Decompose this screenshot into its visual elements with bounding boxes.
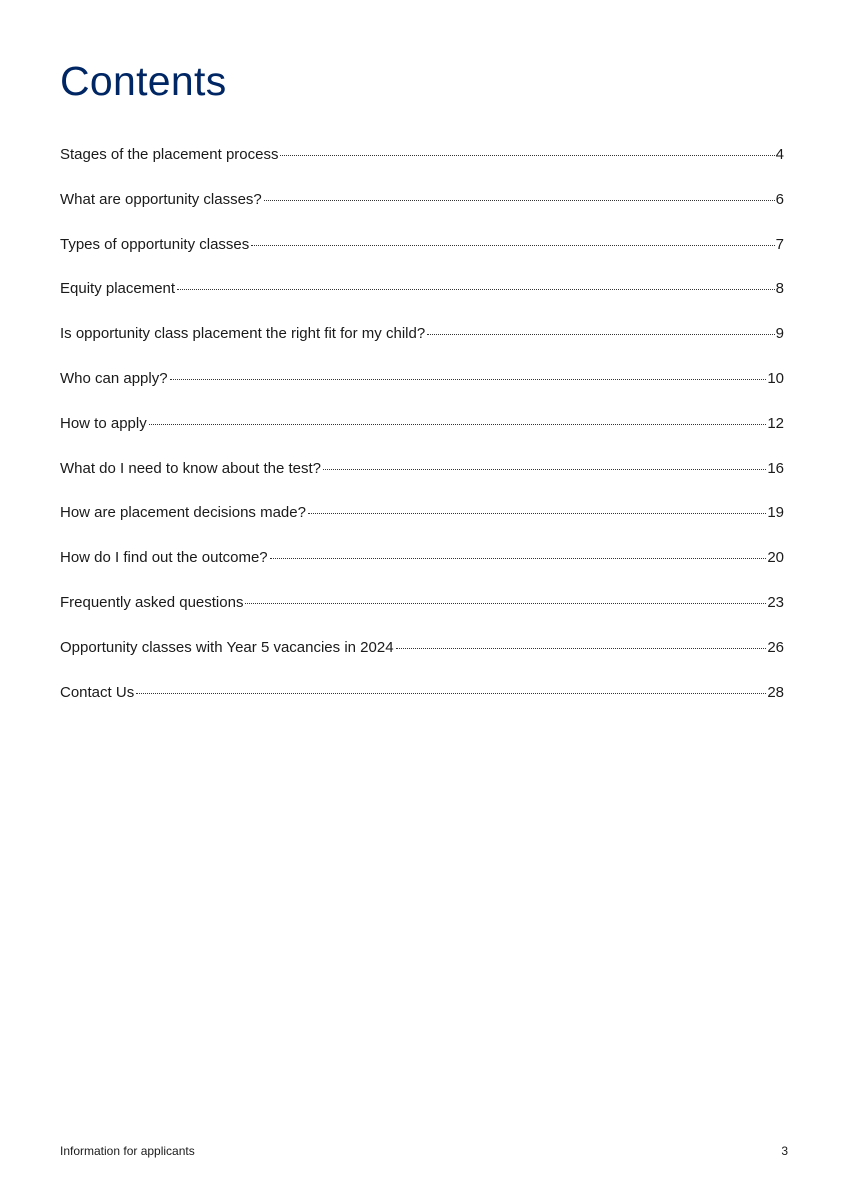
toc-entry[interactable] bbox=[60, 312, 784, 357]
toc-entry[interactable] bbox=[60, 671, 784, 716]
toc-entry[interactable] bbox=[60, 133, 784, 178]
toc-entry[interactable] bbox=[60, 491, 784, 536]
toc-entry-page: 26 bbox=[767, 638, 784, 656]
toc-entry-label: What are opportunity classes? bbox=[60, 190, 262, 208]
toc-entry-page: 16 bbox=[767, 459, 784, 477]
page-footer bbox=[60, 1144, 788, 1158]
footer-document-name: Information for applicants bbox=[60, 1144, 195, 1158]
toc-entry-page: 28 bbox=[767, 683, 784, 701]
toc-entry[interactable] bbox=[60, 357, 784, 402]
toc-entry-label: How do I find out the outcome? bbox=[60, 549, 268, 567]
toc-entry[interactable] bbox=[60, 626, 784, 671]
toc-entry-page: 8 bbox=[775, 280, 784, 298]
toc-dot-leader bbox=[245, 602, 766, 604]
toc-entry-label: How to apply bbox=[60, 414, 147, 432]
toc-entry-page: 23 bbox=[767, 593, 784, 611]
toc-entry-page: 4 bbox=[775, 146, 784, 163]
toc-dot-leader bbox=[427, 333, 774, 335]
toc-entry-label: How are placement decisions made? bbox=[60, 504, 306, 522]
toc-dot-leader bbox=[149, 423, 767, 425]
page-title: Contents bbox=[60, 58, 227, 104]
toc-entry-label: What do I need to know about the test? bbox=[60, 459, 322, 477]
toc-entry-page: 19 bbox=[767, 504, 784, 522]
toc-dot-leader bbox=[280, 154, 774, 156]
toc-dot-leader bbox=[323, 468, 766, 470]
toc-dot-leader bbox=[308, 512, 766, 514]
toc-entry-label: Is opportunity class placement the right fit for my child? bbox=[60, 325, 426, 343]
footer-page-number: 3 bbox=[781, 1144, 788, 1158]
toc-entry-label: Types of opportunity classes bbox=[60, 235, 250, 253]
toc-dot-leader bbox=[136, 692, 766, 694]
toc-dot-leader bbox=[177, 288, 775, 290]
toc-dot-leader bbox=[170, 378, 767, 380]
toc-dot-leader bbox=[264, 199, 775, 201]
toc-entry-page: 12 bbox=[767, 414, 784, 432]
toc-entry-label: Equity placement bbox=[60, 280, 176, 298]
toc-entry-label: Stages of the placement process bbox=[60, 146, 279, 163]
toc-entry-page: 20 bbox=[767, 549, 784, 567]
toc-entry-label: Contact Us bbox=[60, 683, 135, 701]
toc-dot-leader bbox=[396, 647, 767, 649]
toc-entry-label: Opportunity classes with Year 5 vacancies in 2024 bbox=[60, 638, 394, 656]
toc-entry[interactable] bbox=[60, 402, 784, 447]
toc-dot-leader bbox=[270, 557, 767, 559]
toc-entry-page: 9 bbox=[775, 325, 784, 343]
toc-entry[interactable] bbox=[60, 178, 784, 223]
toc-entry[interactable] bbox=[60, 536, 784, 581]
toc-entry[interactable] bbox=[60, 581, 784, 626]
toc-entry-page: 7 bbox=[775, 235, 784, 253]
toc-entry-page: 10 bbox=[767, 369, 784, 387]
toc-entry-page: 6 bbox=[775, 190, 784, 208]
toc-entry[interactable] bbox=[60, 223, 784, 268]
toc-entry[interactable] bbox=[60, 267, 784, 312]
table-of-contents bbox=[60, 133, 784, 715]
toc-entry[interactable] bbox=[60, 447, 784, 492]
toc-dot-leader bbox=[251, 244, 774, 246]
toc-entry-label: Who can apply? bbox=[60, 369, 168, 387]
toc-entry-label: Frequently asked questions bbox=[60, 593, 244, 611]
